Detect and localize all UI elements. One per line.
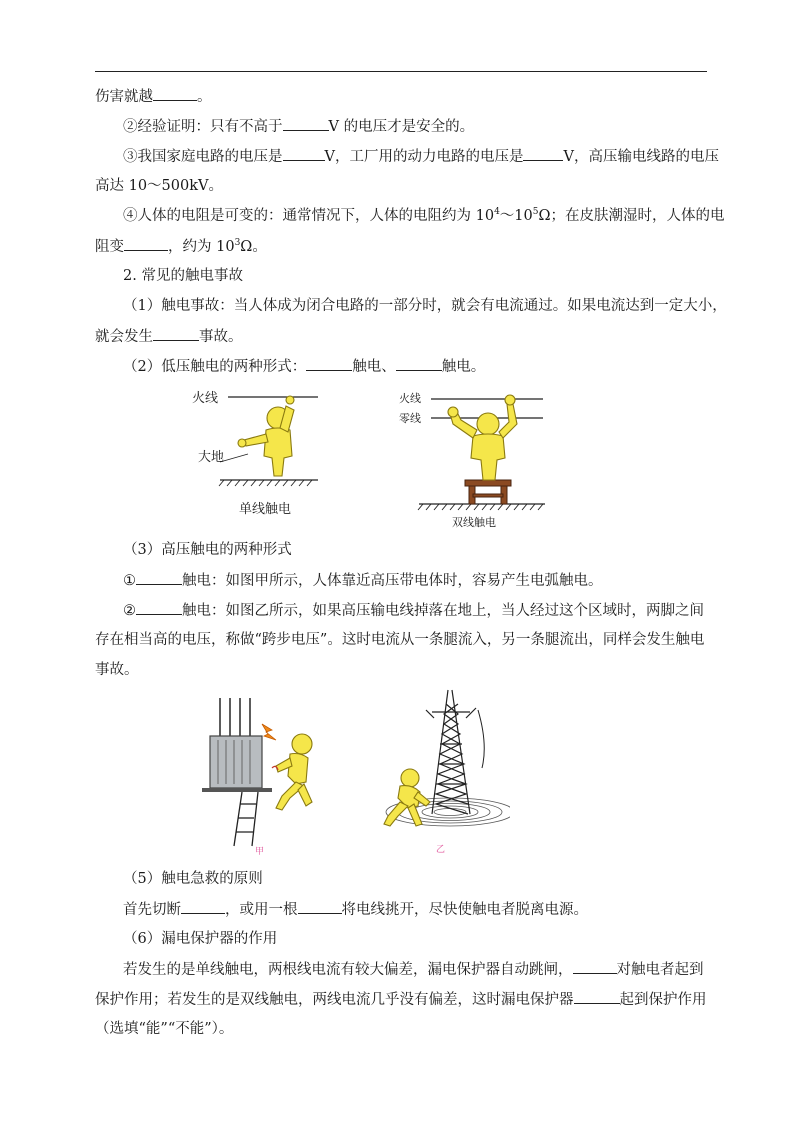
answer-blank[interactable] [396, 356, 442, 371]
text-line-11: （3）高压触电的两种形式 [123, 542, 292, 558]
label-live-wire: 火线 [399, 392, 421, 405]
header-rule [95, 71, 707, 72]
answer-blank[interactable] [574, 989, 620, 1004]
single-wire-shock-figure [190, 384, 330, 514]
label-live-wire: 火线 [192, 391, 219, 406]
text-line-3: ③我国家庭电路的电压是 V，工厂用的动力电路的电压是 V，高压输电线路的电压 [123, 146, 735, 167]
arc-shock-figure [200, 696, 330, 856]
text-line-14: 存在相当高的电压，称做“跨步电压”。这时电流从一条腿流入，另一条腿流出，同样会发生触电 [95, 632, 705, 648]
text-line-16: （5）触电急救的原则 [123, 871, 263, 887]
answer-blank[interactable] [298, 899, 342, 914]
answer-blank[interactable] [523, 146, 563, 161]
section-heading-2: 2. 常见的触电事故 [123, 268, 243, 284]
text-line-19: 若发生的是单线触电，两根线电流有较大偏差，漏电保护器自动跳闸， 对触电者起到 [123, 959, 735, 980]
caption-double-wire: 双线触电 [452, 516, 496, 529]
caption-single-wire: 单线触电 [239, 502, 292, 517]
text-line-12: ① 触电：如图甲所示，人体靠近高压带电体时，容易产生电弧触电。 [123, 570, 735, 591]
text-line-6: 阻变 ，约为 $10^3\Omega$。 [95, 236, 707, 257]
label-ground: 大地 [198, 450, 225, 465]
text-line-5: ④人体的电阻是可变的：通常情况下，人体的电阻约为 $10^4\sim 10^5\Omega$；在皮肤潮湿时，人体的电 [123, 207, 725, 224]
answer-blank[interactable] [283, 116, 329, 131]
label-neutral-wire: 零线 [399, 412, 421, 425]
text-line-20: 保护作用；若发生的是双线触电，两线电流几乎没有偏差，这时漏电保护器 起到保护作用 [95, 989, 707, 1010]
step-voltage-figure [370, 684, 510, 834]
answer-blank[interactable] [306, 356, 352, 371]
text-line-15: 事故。 [95, 662, 139, 678]
text-line-17: 首先切断 ，或用一根 将电线挑开，尽快使触电者脱离电源。 [123, 899, 735, 920]
answer-blank[interactable] [153, 86, 197, 101]
answer-blank[interactable] [136, 570, 182, 585]
caption-figure-yi: 乙 [436, 845, 446, 855]
text-line-4: 高达 10～500kV。 [95, 178, 223, 194]
text-line-21: （选填“能”“不能”）。 [95, 1021, 234, 1037]
caption-figure-jia: 甲 [255, 847, 265, 857]
answer-blank[interactable] [136, 600, 182, 615]
text-line-9: 就会发生 事故。 [95, 326, 707, 347]
text-line-1: 伤害就越 。 [95, 86, 707, 107]
answer-blank[interactable] [283, 146, 325, 161]
text-line-18: （6）漏电保护器的作用 [123, 931, 278, 947]
text-line-13: ② 触电：如图乙所示，如果高压输电线掉落在地上，当人经过这个区域时，两脚之间 [123, 600, 735, 621]
answer-blank[interactable] [181, 899, 225, 914]
text-line-2: ②经验证明：只有不高于 V 的电压才是安全的。 [123, 116, 735, 137]
answer-blank[interactable] [573, 959, 617, 974]
answer-blank[interactable] [153, 326, 199, 341]
answer-blank[interactable] [124, 236, 168, 251]
text-line-8: （1）触电事故：当人体成为闭合电路的一部分时，就会有电流通过。如果电流达到一定大小， [123, 298, 727, 314]
double-wire-shock-figure [393, 384, 553, 520]
text-line-10: （2）低压触电的两种形式： 触电、 触电。 [123, 356, 735, 377]
